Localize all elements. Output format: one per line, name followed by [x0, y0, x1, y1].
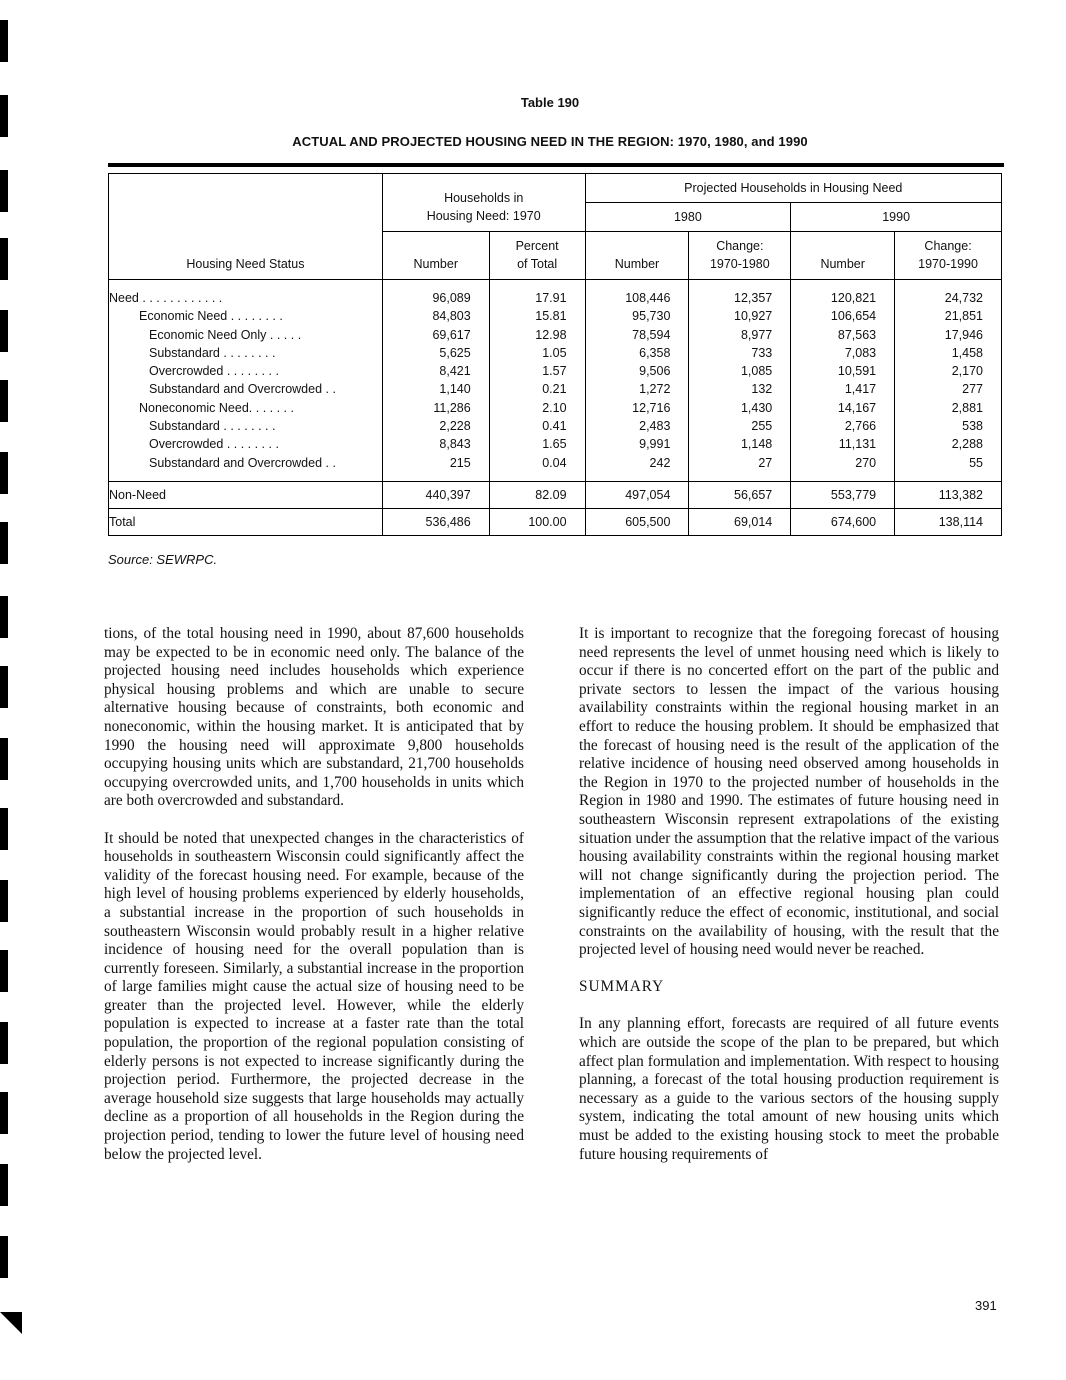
- header-change-1990: Change: 1970-1990: [895, 232, 1002, 280]
- cell-percent: 100.00: [489, 508, 585, 535]
- total-row: [109, 508, 1002, 535]
- cell-percent: 82.09: [489, 481, 585, 508]
- row-label: Need . . . . . . . . . . . .: [109, 289, 383, 307]
- cell-change-1980: 8,977: [689, 326, 791, 344]
- corner-mark: [0, 1312, 22, 1334]
- cell-change-1980: 27: [689, 454, 791, 472]
- cell-number-1980: 2,483: [585, 417, 689, 435]
- cell-percent: 0.21: [489, 380, 585, 398]
- housing-need-table: [108, 173, 1002, 536]
- header-number: Number: [382, 232, 489, 280]
- header-number: Number: [791, 232, 895, 280]
- cell-percent: 12.98: [489, 326, 585, 344]
- binder-mark: [0, 950, 8, 992]
- cell-change-1990: 24,732: [895, 289, 1002, 307]
- cell-change-1990: 55: [895, 454, 1002, 472]
- cell-change-1990: 2,881: [895, 399, 1002, 417]
- cell-percent: 2.10: [489, 399, 585, 417]
- cell-number-1970: 8,421: [382, 362, 489, 380]
- cell-number-1980: 9,506: [585, 362, 689, 380]
- cell-change-1990: 138,114: [895, 508, 1002, 535]
- table-number: Table 190: [520, 95, 580, 110]
- cell-change-1990: 21,851: [895, 307, 1002, 325]
- cell-number-1980: 9,991: [585, 435, 689, 453]
- cell-number-1970: 96,089: [382, 289, 489, 307]
- cell-number-1970: 1,140: [382, 380, 489, 398]
- header-households-1970: Households in Housing Need: 1970: [382, 174, 585, 232]
- header-number: Number: [585, 232, 689, 280]
- binder-mark: [0, 310, 8, 352]
- cell-change-1990: 1,458: [895, 344, 1002, 362]
- row-label: Substandard and Overcrowded . .: [109, 380, 383, 398]
- cell-percent: 15.81: [489, 307, 585, 325]
- row-label: Substandard and Overcrowded . .: [109, 454, 383, 472]
- binder-mark: [0, 20, 8, 62]
- table-row: [109, 289, 1002, 307]
- row-label: Economic Need . . . . . . . .: [109, 307, 383, 325]
- table-row: [109, 380, 1002, 398]
- table-row: [109, 344, 1002, 362]
- cell-percent: 0.41: [489, 417, 585, 435]
- row-label: Noneconomic Need. . . . . . .: [109, 399, 383, 417]
- body-paragraph: It is important to recognize that the foregoing forecast of housing need represents the level of unmet housing need which is likely to occur if there is no concerted effort on the part of the public and private sectors to lessen the impact of the various housing availability constraints within the regional housing market in an effort to reduce the housing problem. It should be emphasized that the forecast of housing need is the result of the application of the relative incidence of housing need observed among households in the Region in 1970 to the projected number of households in the Region in 1980 and 1990. The estimates of future housing need in southeastern Wisconsin represent extrapolations of the existing situation under the assumption that the relative impact of the various housing availability constraints within the regional housing market will not change significantly during the projection period. The implementation of an effective regional housing plan could significantly reduce the effect of economic, institutional, and social constraints on the availability of housing, with the result that the projected level of housing need would never be reached.: [579, 625, 999, 959]
- cell-percent: 17.91: [489, 289, 585, 307]
- right-column: [579, 625, 999, 1183]
- section-heading: SUMMARY: [579, 978, 665, 996]
- table-title: ACTUAL AND PROJECTED HOUSING NEED IN THE REGION: 1970, 1980, and 1990: [292, 134, 808, 149]
- binder-mark: [0, 738, 8, 780]
- binder-mark: [0, 238, 8, 280]
- cell-number-1990: 106,654: [791, 307, 895, 325]
- body-paragraph: tions, of the total housing need in 1990, about 87,600 households may be expected to be in economic need only. The balance of the projected housing need includes households which experience physical housing problems and which are unable to secure alternative housing because of constraints, both economic and noneconomic, within the housing market. It is anticipated that by 1990 the housing need will approximate 9,800 households occupying housing units which are substandard, 21,700 households occupying overcrowded units, and 1,700 households in units which are both overcrowded and substandard.: [104, 625, 524, 810]
- cell-number-1990: 2,766: [791, 417, 895, 435]
- header-year-1980: 1980: [585, 203, 791, 232]
- binder-mark: [0, 170, 8, 212]
- row-label: Overcrowded . . . . . . . .: [109, 362, 383, 380]
- cell-number-1970: 215: [382, 454, 489, 472]
- cell-change-1980: 132: [689, 380, 791, 398]
- row-label: Substandard . . . . . . . .: [109, 417, 383, 435]
- cell-number-1980: 12,716: [585, 399, 689, 417]
- page-number: 391: [975, 1298, 997, 1313]
- table-row: [109, 435, 1002, 453]
- table-row: [109, 399, 1002, 417]
- cell-change-1990: 277: [895, 380, 1002, 398]
- cell-change-1980: 1,085: [689, 362, 791, 380]
- binder-mark: [0, 1236, 8, 1278]
- table-row: [109, 362, 1002, 380]
- header-change-1980: Change: 1970-1980: [689, 232, 791, 280]
- cell-number-1980: 108,446: [585, 289, 689, 307]
- cell-number-1990: 1,417: [791, 380, 895, 398]
- binder-mark: [0, 1022, 8, 1064]
- cell-change-1980: 69,014: [689, 508, 791, 535]
- binder-mark: [0, 452, 8, 494]
- cell-number-1990: 270: [791, 454, 895, 472]
- table-row: [109, 454, 1002, 472]
- cell-change-1990: 2,170: [895, 362, 1002, 380]
- binder-mark: [0, 1092, 8, 1134]
- cell-number-1970: 69,617: [382, 326, 489, 344]
- binder-mark: [0, 666, 8, 708]
- cell-number-1990: 10,591: [791, 362, 895, 380]
- cell-number-1970: 536,486: [382, 508, 489, 535]
- row-label: Total: [109, 508, 383, 535]
- cell-change-1980: 1,148: [689, 435, 791, 453]
- row-label: Economic Need Only . . . . .: [109, 326, 383, 344]
- cell-number-1980: 605,500: [585, 508, 689, 535]
- left-column: [104, 625, 524, 1183]
- cell-number-1970: 11,286: [382, 399, 489, 417]
- cell-change-1990: 17,946: [895, 326, 1002, 344]
- cell-number-1980: 1,272: [585, 380, 689, 398]
- cell-number-1980: 78,594: [585, 326, 689, 344]
- cell-number-1990: 7,083: [791, 344, 895, 362]
- cell-percent: 1.05: [489, 344, 585, 362]
- cell-change-1980: 255: [689, 417, 791, 435]
- cell-number-1970: 2,228: [382, 417, 489, 435]
- cell-number-1980: 497,054: [585, 481, 689, 508]
- table-row: [109, 326, 1002, 344]
- cell-number-1990: 120,821: [791, 289, 895, 307]
- header-status: Housing Need Status: [109, 174, 383, 280]
- cell-percent: 0.04: [489, 454, 585, 472]
- cell-change-1980: 56,657: [689, 481, 791, 508]
- cell-number-1990: 674,600: [791, 508, 895, 535]
- non-need-row: [109, 481, 1002, 508]
- table-source: Source: SEWRPC.: [108, 552, 218, 567]
- binder-mark: [0, 808, 8, 850]
- cell-number-1990: 87,563: [791, 326, 895, 344]
- row-label: Non-Need: [109, 481, 383, 508]
- binder-mark: [0, 596, 8, 638]
- binder-mark: [0, 880, 8, 922]
- cell-change-1980: 733: [689, 344, 791, 362]
- cell-change-1990: 538: [895, 417, 1002, 435]
- binder-mark: [0, 380, 8, 422]
- cell-change-1990: 2,288: [895, 435, 1002, 453]
- cell-change-1980: 12,357: [689, 289, 791, 307]
- header-year-1990: 1990: [791, 203, 1002, 232]
- header-percent: Percent of Total: [489, 232, 585, 280]
- cell-number-1970: 440,397: [382, 481, 489, 508]
- binder-mark: [0, 1164, 8, 1206]
- cell-number-1990: 14,167: [791, 399, 895, 417]
- table-row: [109, 417, 1002, 435]
- cell-number-1990: 553,779: [791, 481, 895, 508]
- binder-mark: [0, 522, 8, 564]
- cell-percent: 1.65: [489, 435, 585, 453]
- cell-number-1980: 95,730: [585, 307, 689, 325]
- body-paragraph: It should be noted that unexpected changes in the characteristics of households in southeastern Wisconsin could significantly affect the validity of the forecast housing need. For example, because of the high level of housing problems experienced by elderly households, a substantial increase in the proportion of such households in southeastern Wisconsin would probably result in a higher relative incidence of housing need for the overall population than is currently foreseen. Similarly, a substantial increase in the proportion of large families might cause the actual size of housing need to be greater than the projected level. However, while the elderly population is expected to increase at a faster rate than the total population, the proportion of the regional population consisting of elderly persons is not expected to increase significantly during the projection period. Furthermore, the projected decrease in the average household size suggests that large households may actually decline as a proportion of all households in the Region during the projection period, tending to lower the future level of housing need below the projected level.: [104, 829, 524, 1163]
- cell-number-1970: 84,803: [382, 307, 489, 325]
- row-label: Overcrowded . . . . . . . .: [109, 435, 383, 453]
- cell-change-1990: 113,382: [895, 481, 1002, 508]
- cell-change-1980: 10,927: [689, 307, 791, 325]
- header-projected: Projected Households in Housing Need: [585, 174, 1001, 203]
- cell-number-1990: 11,131: [791, 435, 895, 453]
- cell-number-1980: 242: [585, 454, 689, 472]
- cell-number-1970: 8,843: [382, 435, 489, 453]
- cell-percent: 1.57: [489, 362, 585, 380]
- table-row: [109, 307, 1002, 325]
- title-rule: [108, 163, 1004, 167]
- body-paragraph: In any planning effort, forecasts are required of all future events which are outside the scope of the plan to be prepared, but which affect plan formulation and implementation. With respect to housing planning, a forecast of the total housing production requirement is necessary as a guide to the various sectors of the housing supply system, indicating the total amount of new housing units which must be added to the existing housing stock to meet the probable future housing requirements of: [579, 1015, 999, 1163]
- cell-number-1970: 5,625: [382, 344, 489, 362]
- cell-change-1980: 1,430: [689, 399, 791, 417]
- row-label: Substandard . . . . . . . .: [109, 344, 383, 362]
- cell-number-1980: 6,358: [585, 344, 689, 362]
